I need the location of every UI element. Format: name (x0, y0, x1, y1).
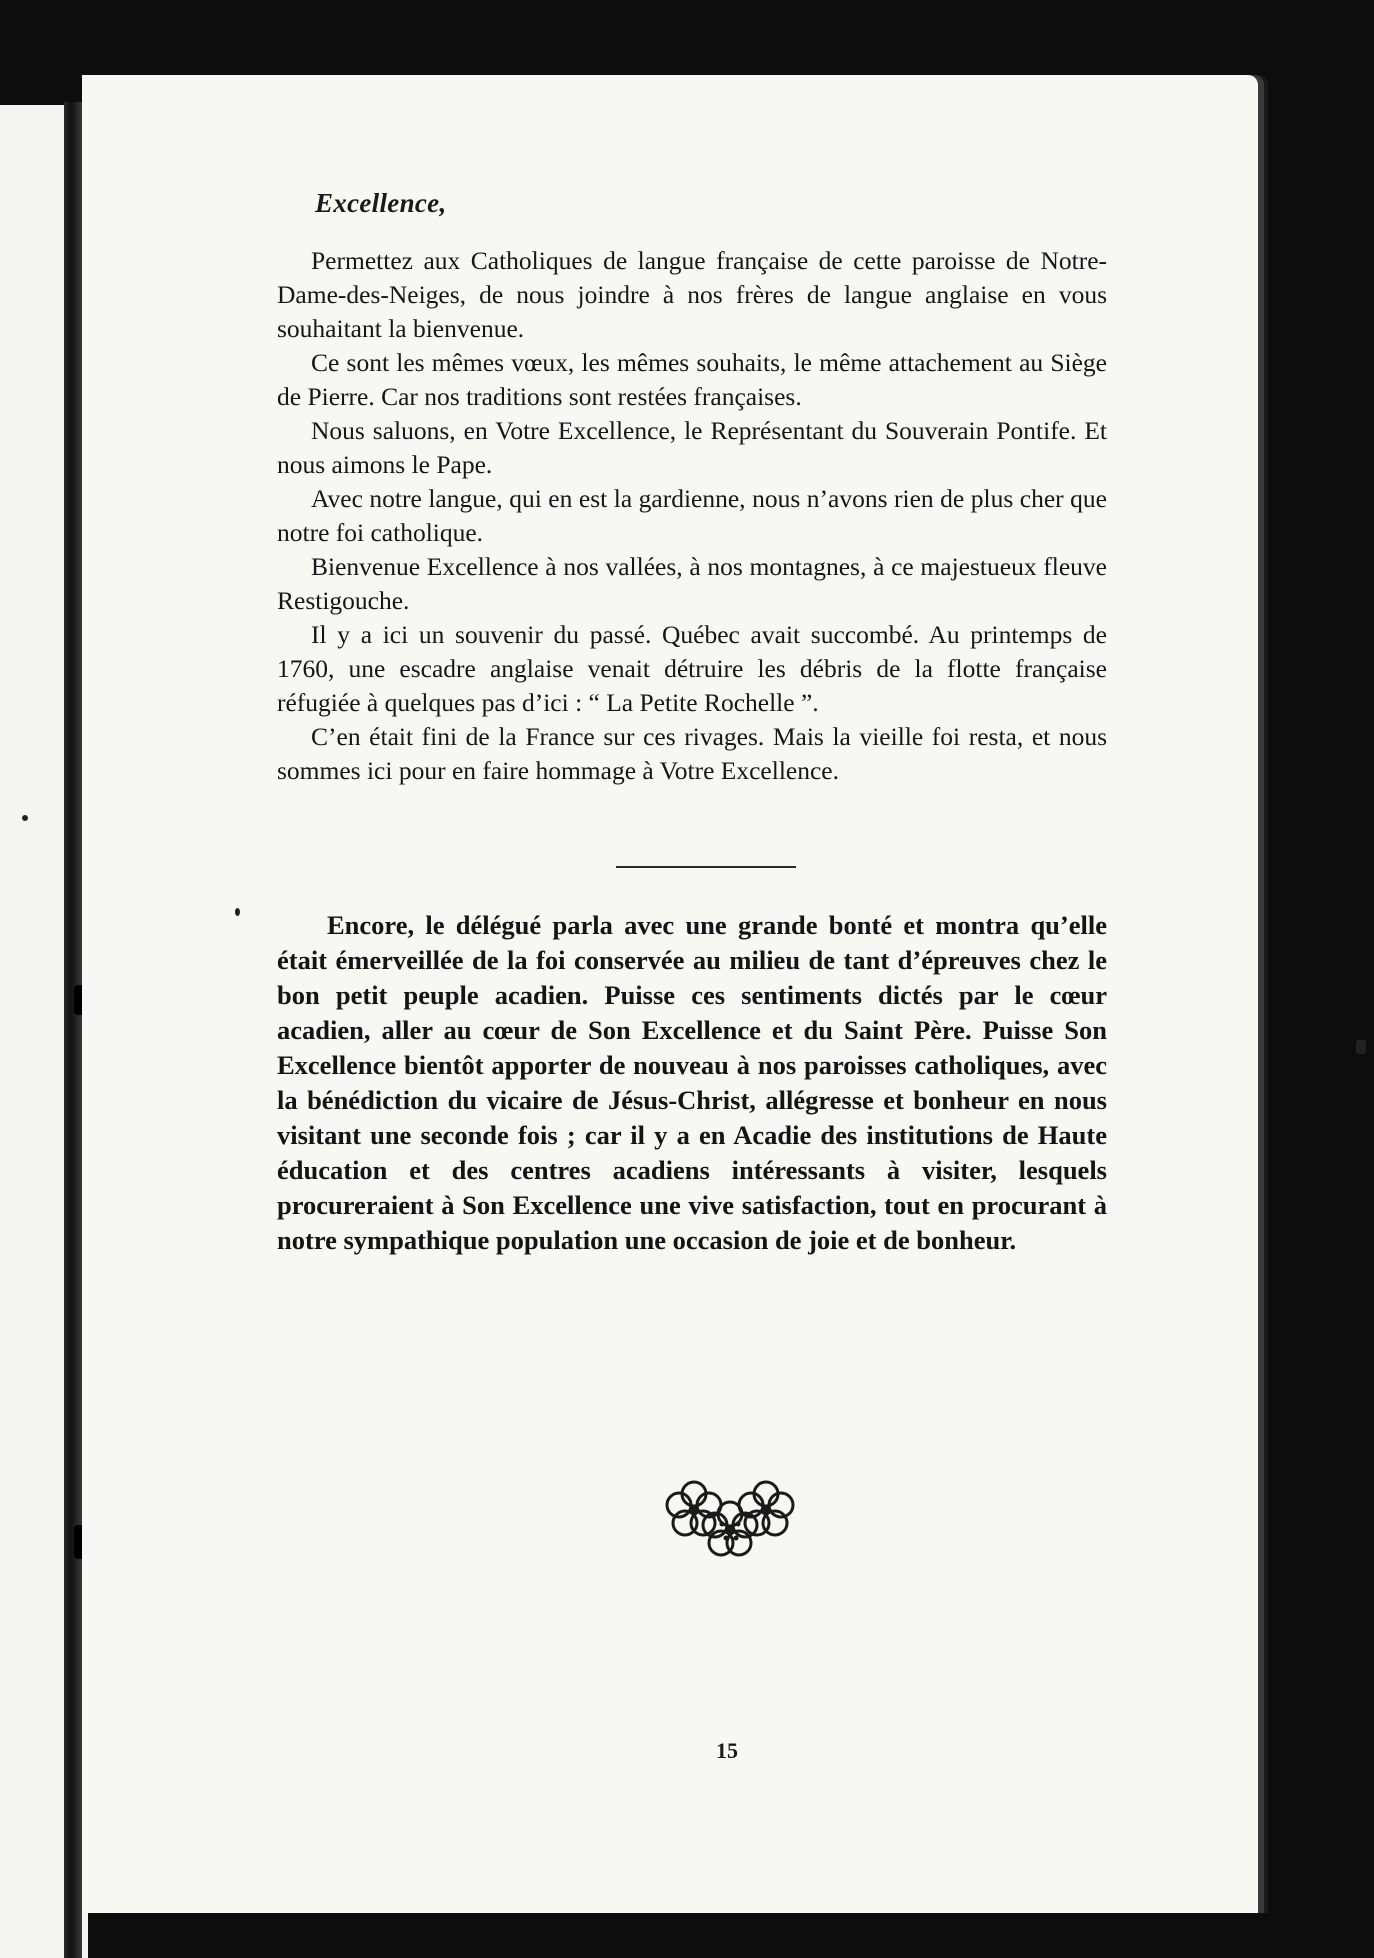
salutation: Excellence, (315, 188, 447, 218)
address-paragraph: Bienvenue Excellence à nos vallées, à nos montagnes, à ce majestueux fleuve Restigouche. (277, 552, 1107, 615)
address-paragraph: Permettez aux Catholiques de langue française de cette paroisse de Notre-Dame-des-Neiges, de nous joindre à nos frères de langue anglaise en vous souhaitant la bienvenue. (277, 246, 1107, 343)
address-paragraph: C’en était fini de la France sur ces rivages. Mais la vieille foi resta, et nous sommes ici pour en faire hommage à Votre Excellence. (277, 722, 1107, 785)
floral-ornament-icon (656, 1468, 806, 1568)
page-number: 15 (716, 1738, 738, 1763)
narrative-text (277, 908, 1107, 1258)
address-paragraph: Nous saluons, en Votre Excellence, le Représentant du Souverain Pontife. Et nous aimons le Pape. (277, 416, 1107, 479)
address-paragraph: Il y a ici un souvenir du passé. Québec avait succombé. Au printemps de 1760, une escadre anglaise venait détruire les débris de la flotte française réfugiée à quelques pas d’ici : “ La Petite Rochelle ”. (277, 620, 1107, 717)
book-spine-shadow (64, 102, 82, 1958)
scan-speck (1356, 1040, 1366, 1054)
address-text (277, 244, 1107, 788)
address-paragraph: Ce sont les mêmes vœux, les mêmes souhaits, le même attachement au Siège de Pierre. Car nos traditions sont restées françaises. (277, 348, 1107, 411)
section-divider (616, 866, 796, 868)
address-paragraph: Avec notre langue, qui en est la gardienne, nous n’avons rien de plus cher que notre foi catholique. (277, 484, 1107, 547)
scan-speck (22, 815, 28, 821)
narrative-paragraph: Encore, le délégué parla avec une grande bonté et montra qu’elle était émerveillée de la foi conservée au milieu de tant d’épreuves chez le bon petit peuple acadien. Puisse ces sentiments dictés par le cœur acadien, aller au cœur de Son Excellence et du Saint Père. Puisse Son Excellence bientôt apporter de nouveau à nos paroisses catholiques, avec la bénédiction du vicaire de Jésus-Christ, allégresse et bonheur en nous visitant une seconde fois ; car il y a en Acadie des institutions de Haute éducation et des centres acadiens intéressants à visiter, lesquels procureraient à Son Excellence une vive satisfaction, tout en procurant à notre sympathique population une occasion de joie et de bonheur. (277, 910, 1107, 1255)
scan-speck (235, 908, 240, 916)
